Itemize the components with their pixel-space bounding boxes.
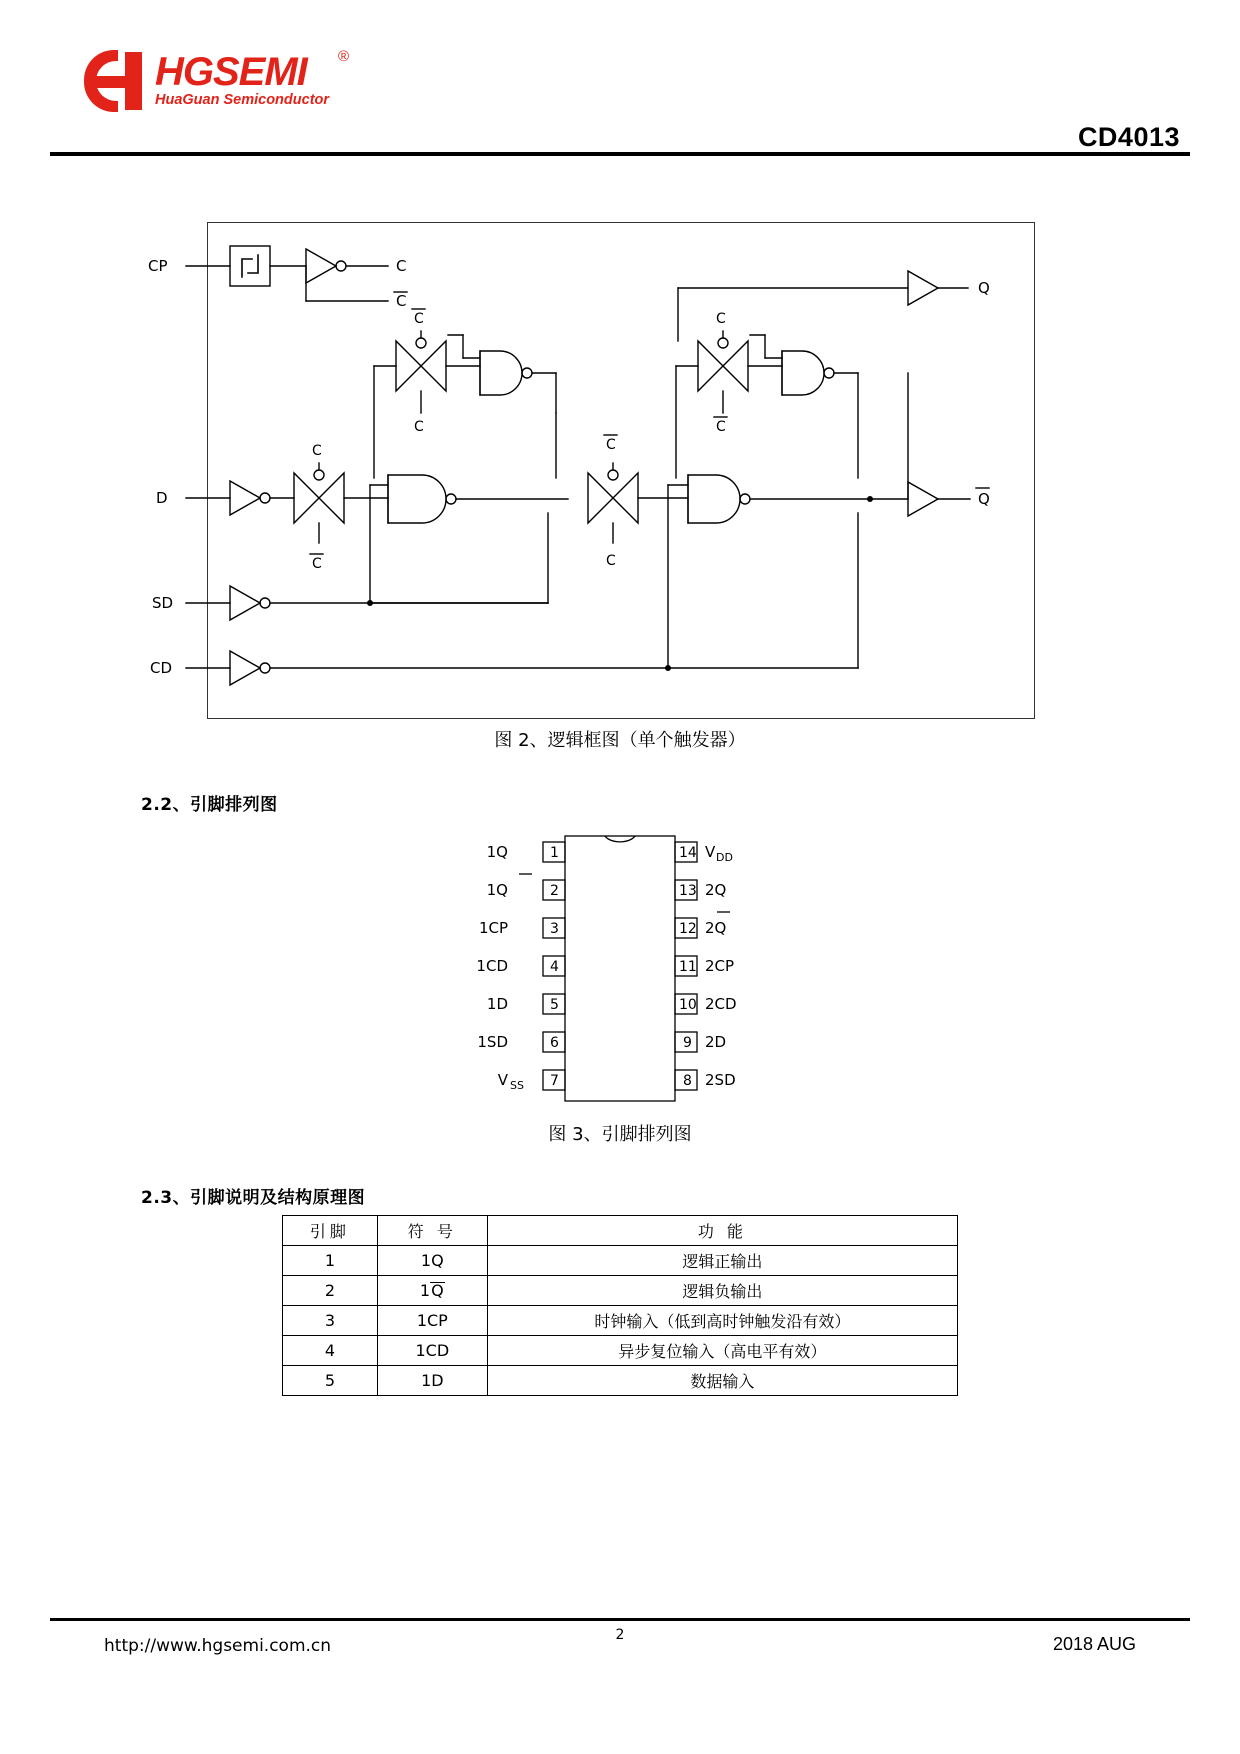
svg-text:5: 5 [550, 997, 559, 1013]
svg-text:2CD: 2CD [705, 995, 737, 1013]
table-header-row [283, 1216, 958, 1246]
table-row [283, 1366, 958, 1396]
figure-2-logic-diagram [148, 222, 1035, 719]
svg-text:2SD: 2SD [705, 1071, 736, 1089]
cell-pin: 2 [283, 1276, 378, 1306]
cell-function: 数据输入 [487, 1366, 957, 1396]
cell-pin: 3 [283, 1306, 378, 1336]
pinout-svg [455, 828, 785, 1108]
overline-q: Q [431, 1281, 444, 1300]
svg-text:6: 6 [550, 1035, 559, 1051]
header-divider [50, 152, 1190, 156]
cell-symbol: 1D [377, 1366, 487, 1396]
svg-text:V: V [705, 843, 716, 861]
svg-text:12: 12 [679, 921, 697, 937]
cell-function: 时钟输入（低到高时钟触发沿有效） [487, 1306, 957, 1336]
svg-text:SD: SD [152, 594, 174, 612]
column-header-function: 功 能 [487, 1216, 957, 1246]
page-number: 2 [615, 1627, 625, 1643]
footer-date: 2018 AUG [1052, 1634, 1136, 1654]
cell-symbol: 1Q [377, 1276, 487, 1306]
svg-text:DD: DD [716, 851, 733, 864]
table-row [283, 1276, 958, 1306]
figure-2-caption: 图 2、逻辑框图（单个触发器） [494, 730, 746, 751]
logo-subtitle: HuaGuan Semiconductor [155, 92, 330, 108]
svg-text:2: 2 [550, 883, 559, 899]
footer-url[interactable]: http://www.hgsemi.com.cn [104, 1636, 332, 1656]
cell-function: 逻辑负输出 [487, 1276, 957, 1306]
company-logo [85, 48, 350, 112]
logic-diagram-svg [148, 223, 1032, 715]
svg-text:C: C [606, 437, 616, 453]
page-header [50, 40, 1190, 150]
cell-pin: 5 [283, 1366, 378, 1396]
table-row [283, 1336, 958, 1366]
svg-text:C: C [414, 311, 424, 327]
svg-text:9: 9 [683, 1035, 692, 1051]
svg-text:14: 14 [679, 845, 697, 861]
pin-description-table [282, 1215, 958, 1396]
cell-function: 逻辑正输出 [487, 1246, 957, 1276]
svg-text:7: 7 [550, 1073, 559, 1089]
svg-text:D: D [156, 489, 168, 507]
svg-text:11: 11 [679, 959, 697, 975]
svg-text:10: 10 [679, 997, 697, 1013]
svg-text:8: 8 [683, 1073, 692, 1089]
svg-text:Q: Q [978, 279, 990, 297]
hgsemi-logo-icon [85, 50, 147, 112]
cell-symbol: 1CP [377, 1306, 487, 1336]
svg-text:Q: Q [978, 490, 990, 508]
svg-text:C: C [396, 292, 407, 310]
svg-text:1CD: 1CD [476, 957, 508, 975]
svg-text:1D: 1D [486, 995, 508, 1013]
svg-text:2CP: 2CP [705, 957, 735, 975]
column-header-symbol: 符 号 [377, 1216, 487, 1246]
svg-text:1Q: 1Q [486, 881, 508, 899]
cell-pin: 1 [283, 1246, 378, 1276]
figure-3-caption: 图 3、引脚排列图 [548, 1124, 692, 1145]
svg-text:CD: CD [150, 659, 173, 677]
logo-name: HGSEMI [155, 50, 307, 94]
svg-text:V: V [497, 1071, 508, 1089]
section-heading-2-3: 2.3、引脚说明及结构原理图 [141, 1188, 366, 1208]
svg-text:2D: 2D [705, 1033, 727, 1051]
footer-divider [50, 1618, 1190, 1621]
svg-text:4: 4 [550, 959, 559, 975]
cell-symbol: 1CD [377, 1336, 487, 1366]
svg-text:C: C [312, 443, 322, 459]
cell-pin: 4 [283, 1336, 378, 1366]
svg-text:C: C [396, 257, 407, 275]
svg-text:1CP: 1CP [478, 919, 508, 937]
svg-text:1Q: 1Q [486, 843, 508, 861]
svg-text:SS: SS [510, 1079, 524, 1092]
svg-text:2Q: 2Q [705, 881, 727, 899]
svg-text:1: 1 [550, 845, 559, 861]
svg-text:C: C [716, 311, 726, 327]
svg-text:C: C [414, 419, 424, 435]
part-number: CD4013 [1077, 122, 1180, 152]
figure-3-pinout [455, 828, 785, 1108]
logo-text [155, 48, 350, 108]
svg-text:13: 13 [679, 883, 697, 899]
svg-text:1SD: 1SD [477, 1033, 508, 1051]
svg-text:3: 3 [550, 921, 559, 937]
svg-text:CP: CP [148, 257, 168, 275]
table-row [283, 1306, 958, 1336]
svg-text:2Q: 2Q [705, 919, 727, 937]
registered-mark-icon: ® [337, 48, 350, 65]
table-row [283, 1246, 958, 1276]
column-header-pin: 引脚 [283, 1216, 378, 1246]
svg-text:C: C [312, 556, 322, 572]
svg-text:C: C [606, 553, 616, 569]
cell-symbol: 1Q [377, 1246, 487, 1276]
section-heading-2-2: 2.2、引脚排列图 [141, 795, 278, 815]
cell-function: 异步复位输入（高电平有效） [487, 1336, 957, 1366]
svg-text:C: C [716, 419, 726, 435]
